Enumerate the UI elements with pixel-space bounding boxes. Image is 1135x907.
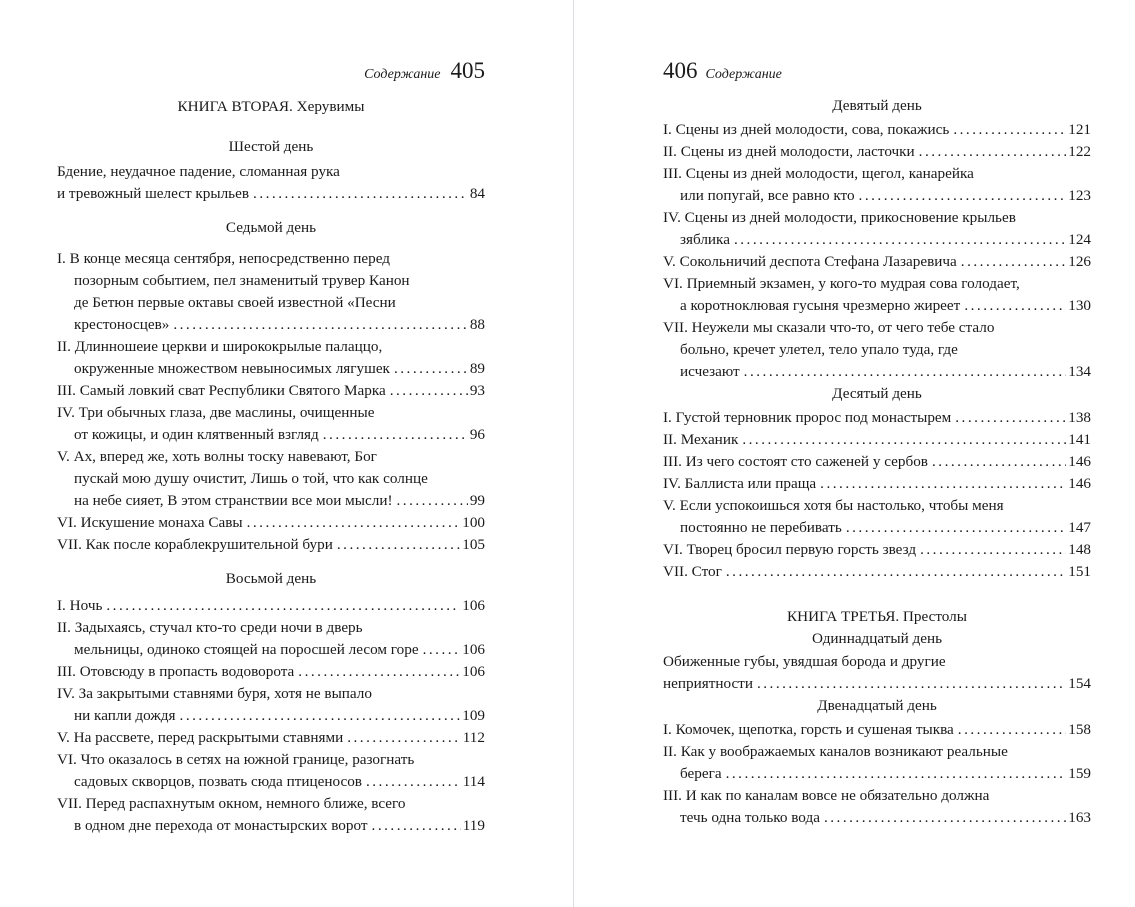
toc-entry-line xyxy=(57,424,485,446)
dot-leader xyxy=(920,539,1066,561)
spacer xyxy=(57,556,485,568)
dot-leader xyxy=(734,229,1066,251)
toc-entry-line xyxy=(57,749,485,771)
toc-page-number[interactable]: 84 xyxy=(469,185,485,202)
dot-leader xyxy=(757,673,1066,695)
toc-entry[interactable] xyxy=(57,749,485,793)
toc-entry[interactable] xyxy=(57,512,485,534)
toc-entry[interactable] xyxy=(663,785,1091,829)
section-title: Десятый день xyxy=(832,385,922,402)
toc-page-number[interactable]: 100 xyxy=(462,514,485,531)
toc-entry[interactable] xyxy=(663,741,1091,785)
toc-entry-line xyxy=(57,683,485,705)
section-title: Одиннадцатый день xyxy=(811,630,943,647)
section-title: Шестой день xyxy=(228,138,314,155)
toc-entry-text: II. Механик xyxy=(663,431,739,448)
toc-entry[interactable] xyxy=(663,251,1091,273)
dot-leader xyxy=(247,512,461,534)
toc-entry-line xyxy=(57,534,485,556)
toc-page-number[interactable]: 134 xyxy=(1068,363,1091,380)
section-title: Седьмой день xyxy=(225,219,317,236)
toc-entry-line xyxy=(57,793,485,815)
page-number: 405 xyxy=(450,58,485,83)
dot-leader xyxy=(846,517,1066,539)
running-head-title: Содержание xyxy=(364,67,441,82)
toc-page-number[interactable]: 146 xyxy=(1068,453,1091,470)
toc-entry-text: IV. Баллиста или праща xyxy=(663,475,817,492)
toc-entry-text: IV. Сцены из дней молодости, прикосновение крыльев xyxy=(663,209,1016,226)
toc-entry-text: III. Из чего состоят сто саженей у сербов xyxy=(663,453,928,470)
dot-leader xyxy=(953,119,1066,141)
dot-leader xyxy=(106,595,460,617)
toc-page-number[interactable]: 158 xyxy=(1068,721,1091,738)
dot-leader xyxy=(726,763,1067,785)
dot-leader xyxy=(744,361,1067,383)
toc-entry-text: III. Самый ловкий сват Республики Святого Марка xyxy=(57,382,386,399)
toc-entry-text: III. Сцены из дней молодости, щегол, канарейка xyxy=(663,165,974,182)
toc-entry-line xyxy=(663,495,1091,517)
toc-entry-text: крестоносцев» xyxy=(74,316,170,333)
toc-entry-line xyxy=(663,273,1091,295)
running-head-title: Содержание xyxy=(705,67,782,82)
toc-entry-text: III. Отовсюду в пропасть водоворота xyxy=(57,663,295,680)
toc-entry-line xyxy=(663,807,1091,829)
toc-page-number[interactable]: 146 xyxy=(1068,475,1091,492)
toc-entry-text: V. На рассвете, перед раскрытыми ставнями xyxy=(57,729,344,746)
dot-leader xyxy=(253,183,468,205)
toc-entry-line xyxy=(663,207,1091,229)
toc-page-number[interactable]: 147 xyxy=(1068,519,1091,536)
toc-entry[interactable] xyxy=(663,429,1091,451)
toc-page-number[interactable]: 126 xyxy=(1068,253,1091,270)
toc-entry-text: берега xyxy=(680,765,722,782)
toc-entry-line xyxy=(663,719,1091,741)
dot-leader xyxy=(397,490,468,512)
toc-entry-line xyxy=(57,490,485,512)
dot-leader xyxy=(366,771,461,793)
toc-entry-line xyxy=(663,119,1091,141)
toc-entry-line xyxy=(57,617,485,639)
toc-entry-line xyxy=(663,407,1091,429)
toc-entry-line xyxy=(663,451,1091,473)
toc-page-number[interactable]: 96 xyxy=(469,426,485,443)
toc-entry-text: VI. Искушение монаха Савы xyxy=(57,514,243,531)
toc-page-number[interactable]: 151 xyxy=(1068,563,1091,580)
running-head xyxy=(663,58,782,84)
toc-entry[interactable] xyxy=(663,407,1091,429)
toc-entry[interactable] xyxy=(57,336,485,380)
toc-page-number[interactable]: 112 xyxy=(462,729,485,746)
toc-entry[interactable] xyxy=(57,727,485,749)
toc-entry-line xyxy=(57,595,485,617)
toc-entry[interactable] xyxy=(663,539,1091,561)
toc-entry-line xyxy=(663,741,1091,763)
toc-entry-text: постоянно не перебивать xyxy=(680,519,842,536)
toc-entry-text: VI. Приемный экзамен, у кого-то мудрая сова голодает, xyxy=(663,275,1020,292)
toc-entry-text: IV. Три обычных глаза, две маслины, очищенные xyxy=(57,404,375,421)
toc-entry-text: зяблика xyxy=(680,231,730,248)
toc-entry-line xyxy=(57,512,485,534)
toc-entry-line xyxy=(663,185,1091,207)
book-gutter xyxy=(573,0,574,907)
toc-entry[interactable] xyxy=(57,534,485,556)
toc-entry-line xyxy=(663,295,1091,317)
page-number: 406 xyxy=(663,58,698,83)
toc-page-number[interactable]: 163 xyxy=(1068,809,1091,826)
toc-entry-text: VII. Перед распахнутым окном, немного ближе, всего xyxy=(57,795,406,812)
toc-page-number[interactable]: 122 xyxy=(1068,143,1091,160)
toc-entry-line xyxy=(57,380,485,402)
toc-entry-text: ни капли дождя xyxy=(74,707,176,724)
toc-entry-text: I. Густой терновник пророс под монастырем xyxy=(663,409,952,426)
toc-entry-line xyxy=(663,539,1091,561)
toc-content xyxy=(57,96,485,837)
toc-page-number[interactable]: 114 xyxy=(462,773,485,790)
toc-entry-text: больно, кречет улетел, тело упало туда, где xyxy=(680,341,958,358)
toc-entry-line xyxy=(663,473,1091,495)
toc-entry-text: VII. Как после кораблекрушительной бури xyxy=(57,536,333,553)
toc-page-number[interactable]: 88 xyxy=(469,316,485,333)
toc-entry-line xyxy=(663,141,1091,163)
toc-entry-line xyxy=(663,651,1091,673)
toc-entry[interactable] xyxy=(663,141,1091,163)
toc-entry[interactable] xyxy=(663,273,1091,317)
toc-entry[interactable] xyxy=(57,380,485,402)
toc-page-number[interactable]: 106 xyxy=(462,663,485,680)
toc-entry[interactable] xyxy=(57,793,485,837)
toc-entry[interactable] xyxy=(663,207,1091,251)
toc-entry-text: V. Сокольничий деспота Стефана Лазаревича xyxy=(663,253,957,270)
dot-leader xyxy=(372,815,461,837)
spacer xyxy=(57,239,485,248)
toc-entry-text: или попугай, все равно кто xyxy=(680,187,855,204)
toc-entry-line xyxy=(663,763,1091,785)
toc-entry-line xyxy=(57,771,485,793)
toc-entry-text: на небе сияет, В этом странствии все мои мысли! xyxy=(74,492,393,509)
toc-entry-line xyxy=(663,317,1091,339)
toc-page-number[interactable]: 121 xyxy=(1068,121,1091,138)
toc-page-number[interactable]: 159 xyxy=(1068,765,1091,782)
toc-entry-line xyxy=(57,292,485,314)
toc-entry-text: от кожицы, и один клятвенный взгляд xyxy=(74,426,319,443)
toc-page-number[interactable]: 93 xyxy=(469,382,485,399)
toc-entry-line xyxy=(663,561,1091,583)
running-head xyxy=(364,58,485,84)
toc-entry-line xyxy=(57,402,485,424)
toc-entry[interactable] xyxy=(663,317,1091,383)
toc-entry-text: де Бетюн первые октавы своей известной «Песни xyxy=(74,294,396,311)
toc-entry[interactable] xyxy=(57,248,485,336)
dot-leader xyxy=(919,141,1067,163)
dot-leader xyxy=(955,407,1066,429)
toc-page-number[interactable]: 141 xyxy=(1068,431,1091,448)
dot-leader xyxy=(958,719,1066,741)
dot-leader xyxy=(961,251,1066,273)
toc-page-number[interactable]: 138 xyxy=(1068,409,1091,426)
toc-entry[interactable] xyxy=(57,446,485,512)
toc-entry-line xyxy=(57,161,485,183)
dot-leader xyxy=(180,705,461,727)
dot-leader xyxy=(964,295,1066,317)
toc-entry-line xyxy=(57,468,485,490)
toc-entry-line xyxy=(663,163,1091,185)
dot-leader xyxy=(932,451,1066,473)
toc-entry-line xyxy=(57,815,485,837)
toc-entry-line xyxy=(57,248,485,270)
toc-entry-line xyxy=(57,314,485,336)
toc-page-number[interactable]: 124 xyxy=(1068,231,1091,248)
toc-page-number[interactable]: 130 xyxy=(1068,297,1091,314)
toc-entry-text: I. Комочек, щепотка, горсть и сушеная тыква xyxy=(663,721,954,738)
toc-entry-text: I. Сцены из дней молодости, сова, покажись xyxy=(663,121,950,138)
toc-entry-text: V. Если успокоишься хотя бы настолько, чтобы меня xyxy=(663,497,1004,514)
toc-entry-line xyxy=(663,339,1091,361)
toc-entry-text: пускай мою душу очистит, Лишь о той, что как солнце xyxy=(74,470,428,487)
toc-page-number[interactable]: 89 xyxy=(469,360,485,377)
toc-page-number[interactable]: 119 xyxy=(462,817,485,834)
toc-entry-text: VII. Неужели мы сказали что-то, от чего тебе стало xyxy=(663,319,995,336)
toc-entry-line xyxy=(57,446,485,468)
toc-entry[interactable] xyxy=(57,683,485,727)
dot-leader xyxy=(394,358,468,380)
dot-leader xyxy=(173,314,467,336)
toc-entry[interactable] xyxy=(663,651,1091,695)
dot-leader xyxy=(347,727,461,749)
toc-entry-text: позорным событием, пел знаменитый трувер Канон xyxy=(74,272,410,289)
toc-entry-text: неприятности xyxy=(663,675,753,692)
toc-entry-text: II. Длинношеие церкви и ширококрылые палаццо, xyxy=(57,338,383,355)
toc-entry-text: окруженные множеством невыносимых лягушек xyxy=(74,360,390,377)
section-title: Девятый день xyxy=(832,97,922,114)
toc-entry[interactable] xyxy=(57,402,485,446)
toc-entry[interactable] xyxy=(57,661,485,683)
toc-entry-line xyxy=(57,270,485,292)
book-title: КНИГА ВТОРАЯ. Херувимы xyxy=(177,98,365,115)
toc-entry-line xyxy=(57,661,485,683)
toc-entry[interactable] xyxy=(663,473,1091,495)
toc-entry-line xyxy=(57,336,485,358)
dot-leader xyxy=(298,661,460,683)
toc-entry-text: в одном дне перехода от монастырских ворот xyxy=(74,817,368,834)
toc-entry-line xyxy=(663,251,1091,273)
toc-entry-text: течь одна только вода xyxy=(680,809,820,826)
dot-leader xyxy=(742,429,1066,451)
section-title: Двенадцатый день xyxy=(817,697,937,714)
toc-entry-text: и тревожный шелест крыльев xyxy=(57,185,250,202)
dot-leader xyxy=(337,534,460,556)
toc-entry[interactable] xyxy=(57,161,485,205)
toc-entry-text: VI. Что оказалось в сетях на южной границе, разогнать xyxy=(57,751,415,768)
toc-page-number[interactable]: 106 xyxy=(462,597,485,614)
toc-entry-text: Бдение, неудачное падение, сломанная рука xyxy=(57,163,340,180)
toc-entry-line xyxy=(663,785,1091,807)
toc-entry-line xyxy=(57,727,485,749)
toc-entry-text: II. Как у воображаемых каналов возникают реальные xyxy=(663,743,1008,760)
book-title: КНИГА ТРЕТЬЯ. Престолы xyxy=(787,608,967,625)
dot-leader xyxy=(820,473,1066,495)
toc-entry-text: VII. Стог xyxy=(663,563,722,580)
toc-entry-text: I. Ночь xyxy=(57,597,103,614)
dot-leader xyxy=(824,807,1066,829)
toc-entry[interactable] xyxy=(57,595,485,617)
spacer xyxy=(57,205,485,217)
toc-entry-line xyxy=(663,673,1091,695)
dot-leader xyxy=(390,380,468,402)
toc-entry-text: а коротноклювая гусыня чрезмерно жиреет xyxy=(680,297,961,314)
toc-entry-line xyxy=(57,705,485,727)
toc-entry-text: II. Задыхаясь, стучал кто-то среди ночи в дверь xyxy=(57,619,363,636)
toc-entry[interactable] xyxy=(663,163,1091,207)
toc-entry-text: исчезают xyxy=(680,363,740,380)
toc-entry-text: мельницы, одиноко стоящей на поросшей лесом горе xyxy=(74,641,419,658)
toc-entry-text: Обиженные губы, увядшая борода и другие xyxy=(663,653,946,670)
dot-leader xyxy=(726,561,1066,583)
toc-entry-line xyxy=(663,517,1091,539)
section-title: Восьмой день xyxy=(225,570,317,587)
toc-page-number[interactable]: 99 xyxy=(469,492,485,509)
toc-entry-line xyxy=(663,429,1091,451)
spacer xyxy=(663,583,1091,606)
toc-entry-line xyxy=(663,229,1091,251)
toc-entry[interactable] xyxy=(663,495,1091,539)
toc-entry-text: I. В конце месяца сентября, непосредственно перед xyxy=(57,250,390,267)
toc-entry-text: III. И как по каналам вовсе не обязательно должна xyxy=(663,787,990,804)
toc-entry[interactable] xyxy=(57,617,485,661)
toc-entry-text: IV. За закрытыми ставнями буря, хотя не выпало xyxy=(57,685,372,702)
toc-page-number[interactable]: 105 xyxy=(462,536,485,553)
dot-leader xyxy=(859,185,1067,207)
toc-entry-text: II. Сцены из дней молодости, ласточки xyxy=(663,143,915,160)
toc-page-number[interactable]: 106 xyxy=(462,641,485,658)
toc-page-number[interactable]: 154 xyxy=(1068,675,1091,692)
toc-entry-text: V. Ах, вперед же, хоть волны тоску навевают, Бог xyxy=(57,448,377,465)
dot-leader xyxy=(423,639,461,661)
toc-entry[interactable] xyxy=(663,119,1091,141)
toc-page-number[interactable]: 148 xyxy=(1068,541,1091,558)
toc-page-number[interactable]: 109 xyxy=(462,707,485,724)
toc-entry[interactable] xyxy=(663,719,1091,741)
toc-entry-line xyxy=(663,361,1091,383)
toc-entry[interactable] xyxy=(663,451,1091,473)
toc-entry-line xyxy=(57,639,485,661)
dot-leader xyxy=(323,424,468,446)
toc-entry-line xyxy=(57,358,485,380)
toc-entry-text: садовых скворцов, позвать сюда птиценосов xyxy=(74,773,362,790)
toc-content xyxy=(663,95,1091,829)
toc-entry-text: VI. Творец бросил первую горсть звезд xyxy=(663,541,917,558)
spacer xyxy=(57,118,485,136)
toc-entry[interactable] xyxy=(663,561,1091,583)
toc-page-number[interactable]: 123 xyxy=(1068,187,1091,204)
toc-entry-line xyxy=(57,183,485,205)
